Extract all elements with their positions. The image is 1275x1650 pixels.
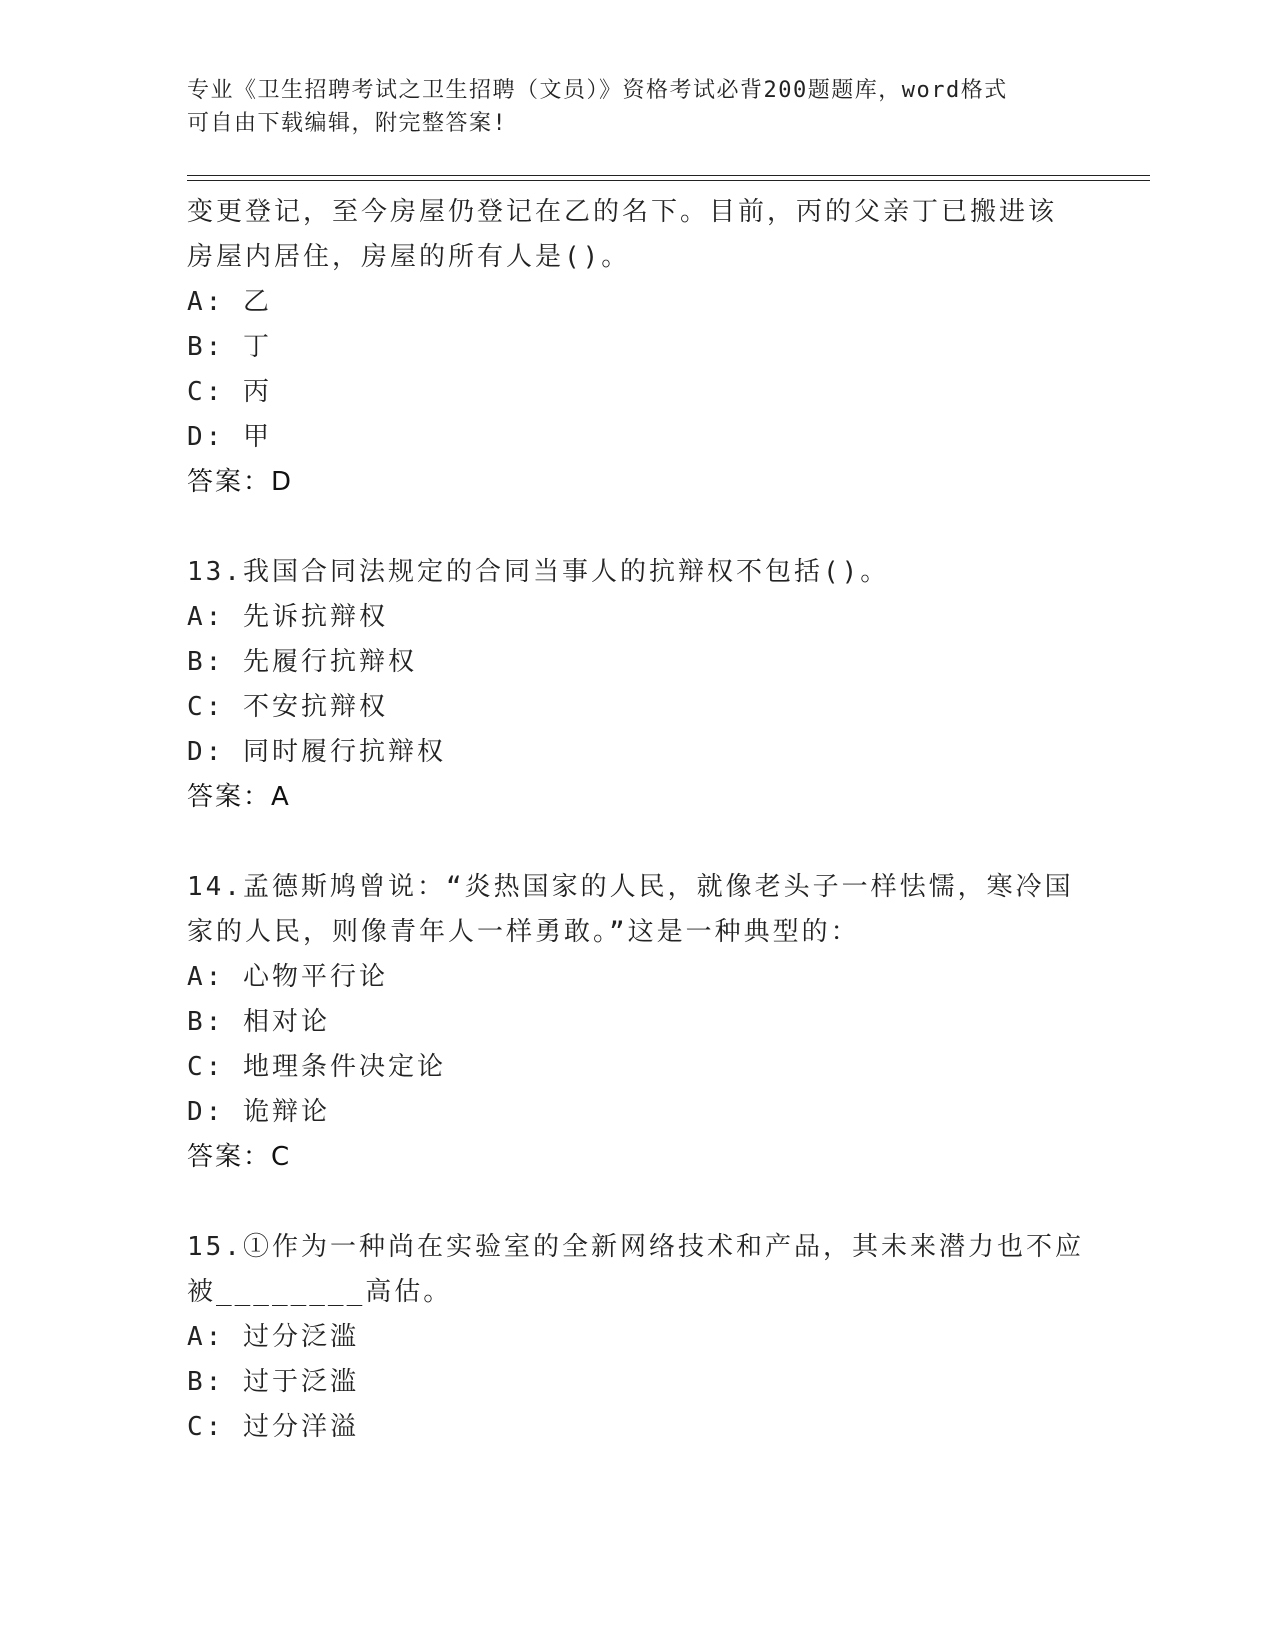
question-13	[187, 550, 1087, 820]
spacer	[187, 505, 1087, 550]
answer-line: 答案：C	[187, 1142, 292, 1172]
question-stem-line: 变更登记，至今房屋仍登记在乙的名下。目前，丙的父亲丁已搬进该	[187, 197, 1058, 227]
option-c: C: 不安抗辩权	[187, 692, 388, 722]
question-stem-line: 14.孟德斯鸠曾说：“炎热国家的人民，就像老头子一样怯懦，寒冷国	[187, 872, 1074, 902]
option-b: B: 丁	[187, 332, 272, 362]
option-c: C: 过分洋溢	[187, 1412, 359, 1442]
question-15	[187, 1225, 1087, 1450]
option-a: A: 过分泛滥	[187, 1322, 359, 1352]
option-d: D: 诡辩论	[187, 1097, 330, 1127]
option-a: A: 先诉抗辩权	[187, 602, 388, 632]
answer-line: 答案：D	[187, 467, 294, 497]
option-c: C: 丙	[187, 377, 272, 407]
question-stem-line: 13.我国合同法规定的合同当事人的抗辩权不包括()。	[187, 557, 890, 587]
question-stem-line: 15.①作为一种尚在实验室的全新网络技术和产品，其未来潜力也不应	[187, 1232, 1084, 1262]
spacer	[187, 1180, 1087, 1225]
header-title-line-2: 可自由下载编辑，附完整答案!	[187, 111, 508, 136]
option-b: B: 过于泛滥	[187, 1367, 359, 1397]
option-a: A: 乙	[187, 287, 272, 317]
document-header	[187, 74, 1067, 140]
option-b: B: 相对论	[187, 1007, 330, 1037]
option-a: A: 心物平行论	[187, 962, 388, 992]
question-12	[187, 190, 1087, 505]
question-stem-line: 家的人民，则像青年人一样勇敢。”这是一种典型的：	[187, 917, 860, 947]
header-title-line-1: 专业《卫生招聘考试之卫生招聘（文员）》资格考试必背200题题库，word格式	[187, 78, 1008, 103]
option-d: D: 甲	[187, 422, 272, 452]
header-divider-top	[187, 175, 1150, 176]
question-list	[187, 190, 1087, 1450]
answer-line: 答案：A	[187, 782, 291, 812]
spacer	[187, 820, 1087, 865]
header-divider-bottom	[187, 180, 1150, 181]
option-c: C: 地理条件决定论	[187, 1052, 446, 1082]
option-b: B: 先履行抗辩权	[187, 647, 417, 677]
question-14	[187, 865, 1087, 1180]
option-d: D: 同时履行抗辩权	[187, 737, 446, 767]
question-stem-line: 房屋内居住，房屋的所有人是()。	[187, 242, 631, 272]
question-stem-line: 被________高估。	[187, 1277, 453, 1307]
